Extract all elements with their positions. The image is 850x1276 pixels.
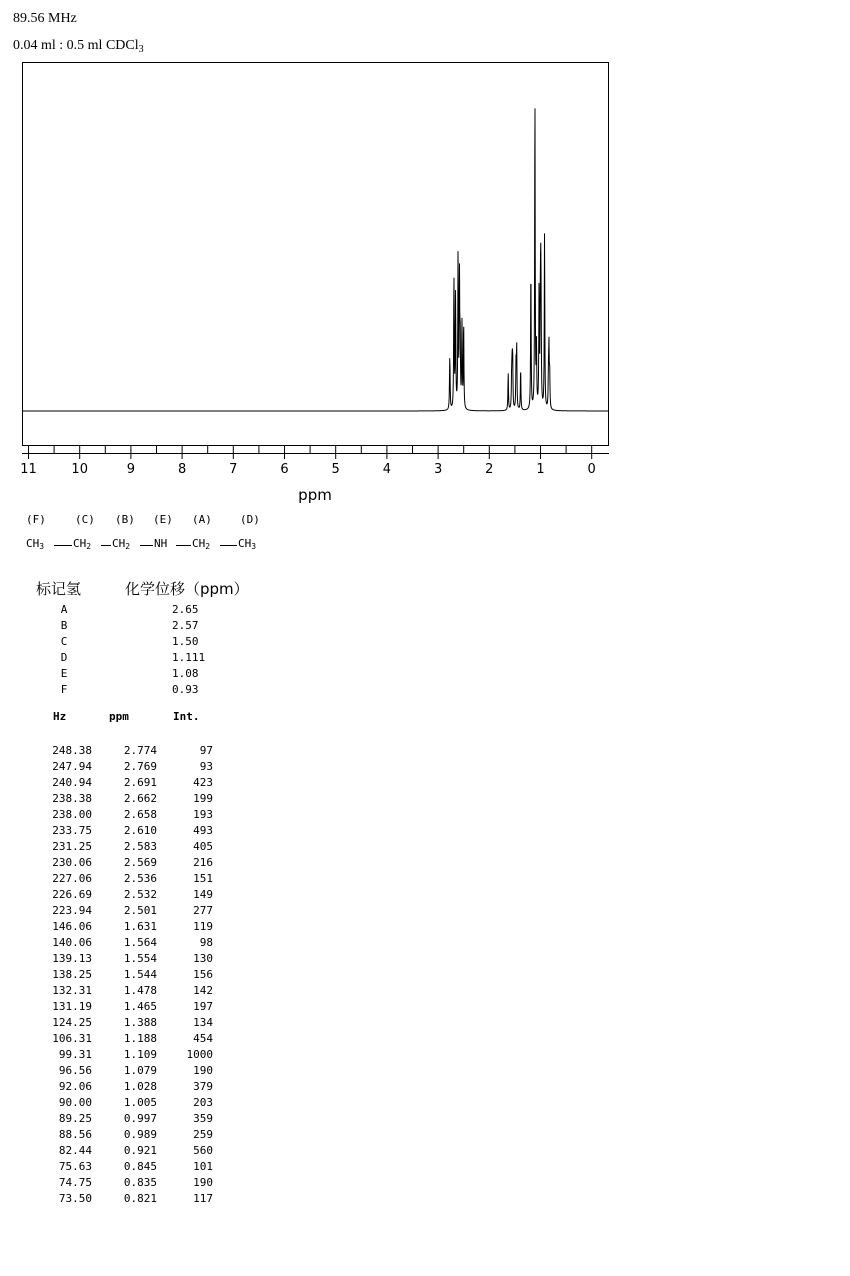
solvent-subscript: 3 [138,44,144,55]
peak-intensity: 156 [193,968,213,981]
peak-intensity: 405 [193,840,213,853]
structure-group [154,537,167,550]
group-atoms: NH [154,537,168,550]
peak-ppm: 2.501 [123,904,157,917]
peak-ppm: 1.478 [123,984,157,997]
peak-intensity: 493 [193,824,213,837]
peak-ppm: 2.658 [123,808,157,821]
peak-row [0,1160,230,1176]
peak-hz: 74.75 [58,1176,92,1189]
peak-col-ppm: ppm [109,710,129,723]
structure-label: (E) [153,513,173,526]
peak-row [0,1112,230,1128]
structure-label: (B) [115,513,135,526]
x-tick-label: 10 [71,462,88,477]
proton-label: C [60,635,68,648]
group-subscript: 2 [205,542,211,551]
peak-ppm: 0.989 [123,1128,157,1141]
peak-hz: 140.06 [52,936,92,949]
peak-row [0,1144,230,1160]
x-tick-label: 0 [587,462,596,477]
bond-line [54,545,72,546]
peak-row [0,904,230,920]
peak-ppm: 2.583 [123,840,157,853]
peak-ppm: 2.536 [123,872,157,885]
peak-row [0,1016,230,1032]
peak-intensity: 93 [199,760,213,773]
peak-hz: 82.44 [58,1144,92,1157]
proton-label: A [60,603,68,616]
spectrometer-frequency: 89.56 MHz [13,11,77,26]
x-tick-label: 5 [331,462,340,477]
chemical-shift: 2.57 [172,619,199,632]
peak-hz: 124.25 [52,1016,92,1029]
x-tick-label: 2 [485,462,494,477]
structure-label: (C) [75,513,95,526]
peak-hz: 88.56 [58,1128,92,1141]
peak-row [0,1032,230,1048]
peak-intensity: 203 [193,1096,213,1109]
peak-row [0,744,230,760]
group-atoms: CH [192,537,206,550]
peak-row [0,824,230,840]
peak-hz: 230.06 [52,856,92,869]
x-tick-label: 1 [536,462,545,477]
peak-hz: 73.50 [58,1192,92,1205]
peak-row [0,968,230,984]
structure-group [73,537,91,551]
proton-label: B [60,619,68,632]
x-axis-label: ppm [298,486,332,504]
peak-ppm: 2.691 [123,776,157,789]
peak-row [0,1048,230,1064]
chemical-shift: 0.93 [172,683,199,696]
peak-ppm: 2.532 [123,888,157,901]
peak-intensity: 216 [193,856,213,869]
peak-row [0,1176,230,1192]
group-subscript: 2 [125,542,131,551]
peak-intensity: 149 [193,888,213,901]
peak-ppm: 1.465 [123,1000,157,1013]
proton-label: E [60,667,68,680]
peak-hz: 132.31 [52,984,92,997]
structure-label: (A) [192,513,212,526]
peak-ppm: 1.005 [123,1096,157,1109]
peak-row [0,872,230,888]
peak-hz: 75.63 [58,1160,92,1173]
peak-intensity: 359 [193,1112,213,1125]
peak-ppm: 2.569 [123,856,157,869]
group-subscript: 3 [251,542,257,551]
peak-hz: 248.38 [52,744,92,757]
peak-ppm: 1.554 [123,952,157,965]
peak-intensity: 101 [193,1160,213,1173]
solvent-text: 0.04 ml : 0.5 ml CDCl [13,38,139,53]
peak-row [0,984,230,1000]
peak-ppm: 0.821 [123,1192,157,1205]
peak-intensity: 134 [193,1016,213,1029]
peak-row [0,920,230,936]
peak-intensity: 97 [199,744,213,757]
peak-ppm: 1.028 [123,1080,157,1093]
bond-line [140,545,153,546]
bond-line [176,545,191,546]
x-tick-label: 7 [229,462,238,477]
structure-group [192,537,210,551]
peak-ppm: 1.631 [123,920,157,933]
peak-hz: 90.00 [58,1096,92,1109]
peak-ppm: 1.079 [123,1064,157,1077]
peak-hz: 247.94 [52,760,92,773]
group-subscript: 2 [86,542,92,551]
peak-hz: 138.25 [52,968,92,981]
group-atoms: CH [238,537,252,550]
structure-label: (F) [26,513,46,526]
peak-hz: 92.06 [58,1080,92,1093]
x-tick-label: 3 [433,462,443,477]
peak-row [0,776,230,792]
peak-intensity: 277 [193,904,213,917]
group-atoms: CH [112,537,126,550]
peak-intensity: 142 [193,984,213,997]
peak-intensity: 199 [193,792,213,805]
proton-label: D [60,651,68,664]
peak-row [0,1000,230,1016]
x-axis-tick-labels [20,462,596,477]
peak-hz: 227.06 [52,872,92,885]
peak-row [0,952,230,968]
proton-label: F [60,683,68,696]
peak-ppm: 0.845 [123,1160,157,1173]
assignment-col-label: 标记氢 [36,580,82,598]
peak-hz: 238.38 [52,792,92,805]
group-atoms: CH [26,537,40,550]
structure-group [26,537,44,551]
peak-intensity: 190 [193,1176,213,1189]
group-subscript: 3 [39,542,45,551]
peak-hz: 106.31 [52,1032,92,1045]
peak-col-hz: Hz [53,710,67,723]
peak-hz: 233.75 [52,824,92,837]
peak-row [0,760,230,776]
peak-hz: 238.00 [52,808,92,821]
peak-row [0,856,230,872]
peak-hz: 231.25 [52,840,92,853]
peak-ppm: 1.564 [123,936,157,949]
peak-ppm: 2.610 [123,824,157,837]
peak-row [0,1128,230,1144]
peak-hz: 139.13 [52,952,92,965]
peak-ppm: 1.544 [123,968,157,981]
peak-ppm: 0.997 [123,1112,157,1125]
x-tick-label: 4 [382,462,392,477]
peak-ppm: 2.774 [123,744,157,757]
peak-intensity: 98 [199,936,213,949]
peak-intensity: 197 [193,1000,213,1013]
x-axis-ticks [29,446,592,459]
x-tick-label: 11 [20,462,37,477]
peak-ppm: 1.188 [123,1032,157,1045]
structure-label: (D) [240,513,260,526]
peak-row [0,1096,230,1112]
peak-ppm: 1.388 [123,1016,157,1029]
nmr-spectrum-chart [0,0,850,510]
chemical-shift: 2.65 [172,603,199,616]
peak-hz: 99.31 [58,1048,92,1061]
peak-hz: 223.94 [52,904,92,917]
peak-row [0,1064,230,1080]
peak-hz: 146.06 [52,920,92,933]
chemical-shift: 1.08 [172,667,199,680]
peak-ppm: 0.921 [123,1144,157,1157]
peak-intensity: 151 [193,872,213,885]
peak-row [0,840,230,856]
peak-hz: 240.94 [52,776,92,789]
peak-ppm: 2.769 [123,760,157,773]
chemical-shift: 1.50 [172,635,199,648]
peak-row [0,888,230,904]
peak-row [0,936,230,952]
peak-ppm: 1.109 [123,1048,157,1061]
peak-intensity: 117 [193,1192,213,1205]
peak-hz: 96.56 [58,1064,92,1077]
peak-intensity: 259 [193,1128,213,1141]
peak-intensity: 454 [193,1032,213,1045]
peak-intensity: 119 [193,920,213,933]
peak-intensity: 190 [193,1064,213,1077]
bond-line [101,545,111,546]
peak-hz: 226.69 [52,888,92,901]
peak-ppm: 2.662 [123,792,157,805]
x-tick-label: 6 [280,462,289,477]
chemical-shift: 1.111 [172,651,206,664]
x-tick-label: 9 [126,462,136,477]
peak-intensity: 560 [193,1144,213,1157]
peak-ppm: 0.835 [123,1176,157,1189]
peak-hz: 89.25 [58,1112,92,1125]
peak-intensity: 1000 [186,1048,213,1061]
group-atoms: CH [73,537,87,550]
bond-line [220,545,237,546]
peak-col-int: Int. [173,710,200,723]
peak-intensity: 193 [193,808,213,821]
x-tick-label: 8 [177,462,187,477]
peak-row [0,792,230,808]
peak-intensity: 423 [193,776,213,789]
peak-row [0,1192,230,1208]
peak-row [0,808,230,824]
spectrum-trace [23,108,609,411]
structure-group [238,537,256,551]
peak-intensity: 130 [193,952,213,965]
structure-group [112,537,130,551]
assignment-col-shift: 化学位移（ppm） [125,580,249,598]
peak-hz: 131.19 [52,1000,92,1013]
peak-row [0,1080,230,1096]
peak-intensity: 379 [193,1080,213,1093]
